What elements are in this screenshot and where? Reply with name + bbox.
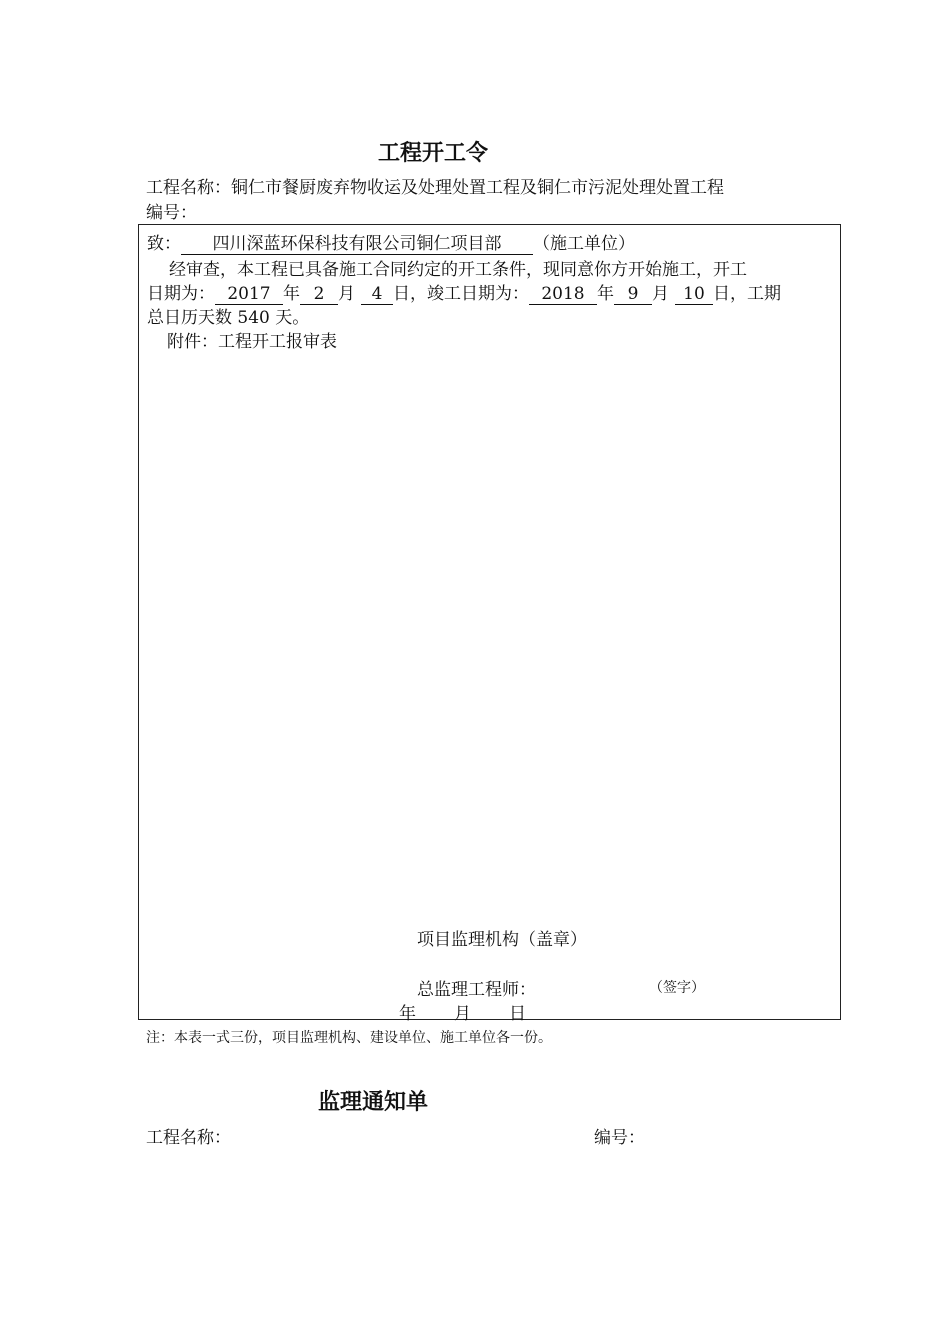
sign-date (399, 999, 526, 1024)
attachment: 附件：工程开工报审表 (167, 332, 337, 352)
project-name-value: 铜仁市餐厨废弃物收运及处理处置工程及铜仁市污泥处理处置工程 (231, 178, 724, 198)
sign-label: （签字） (649, 980, 705, 996)
start-date-label: 日期为： (147, 284, 215, 304)
total-days: 总日历天数 540 天。 (147, 308, 310, 328)
date-day: 日 (509, 1004, 526, 1024)
duration-label: 日，工期 (713, 284, 781, 304)
notice-project-name-label: 工程名称： (146, 1128, 231, 1148)
start-day: 4 (361, 284, 393, 305)
month-char: 月 (338, 284, 355, 304)
order-note: 注：本表一式三份，项目监理机构、建设单位、施工单位各一份。 (146, 1030, 552, 1046)
start-year: 2017 (215, 284, 283, 305)
project-name-row (146, 176, 724, 200)
year-char-end: 年 (597, 284, 614, 304)
to-line (147, 229, 635, 255)
dates-line (147, 279, 781, 305)
notice-title: 监理通知单 (318, 1089, 429, 1115)
end-date-label: 竣工日期为： (427, 284, 529, 304)
org-seal: 项目监理机构（盖章） (417, 930, 587, 950)
project-name-label: 工程名称： (146, 178, 231, 198)
end-year: 2018 (529, 284, 597, 305)
number-label: 编号： (146, 203, 197, 223)
date-month: 月 (454, 1004, 471, 1024)
day-char: 日， (393, 284, 427, 304)
contractor-name: 四川深蓝环保科技有限公司铜仁项目部 (181, 234, 533, 255)
body-intro: 经审查，本工程已具备施工合同约定的开工条件，现同意你方开始施工，开工 (169, 260, 747, 280)
to-label: 致： (147, 234, 181, 254)
end-month: 9 (614, 284, 652, 305)
date-year: 年 (399, 1004, 416, 1024)
month-char-end: 月 (652, 284, 669, 304)
contractor-role: （施工单位） (533, 234, 635, 254)
notice-number-label: 编号： (594, 1128, 645, 1148)
order-title: 工程开工令 (378, 140, 489, 166)
chief-engineer-label: 总监理工程师： (417, 980, 536, 1000)
order-form-box (138, 224, 841, 1024)
end-day: 10 (675, 284, 713, 305)
year-char: 年 (283, 284, 300, 304)
start-month: 2 (300, 284, 338, 305)
